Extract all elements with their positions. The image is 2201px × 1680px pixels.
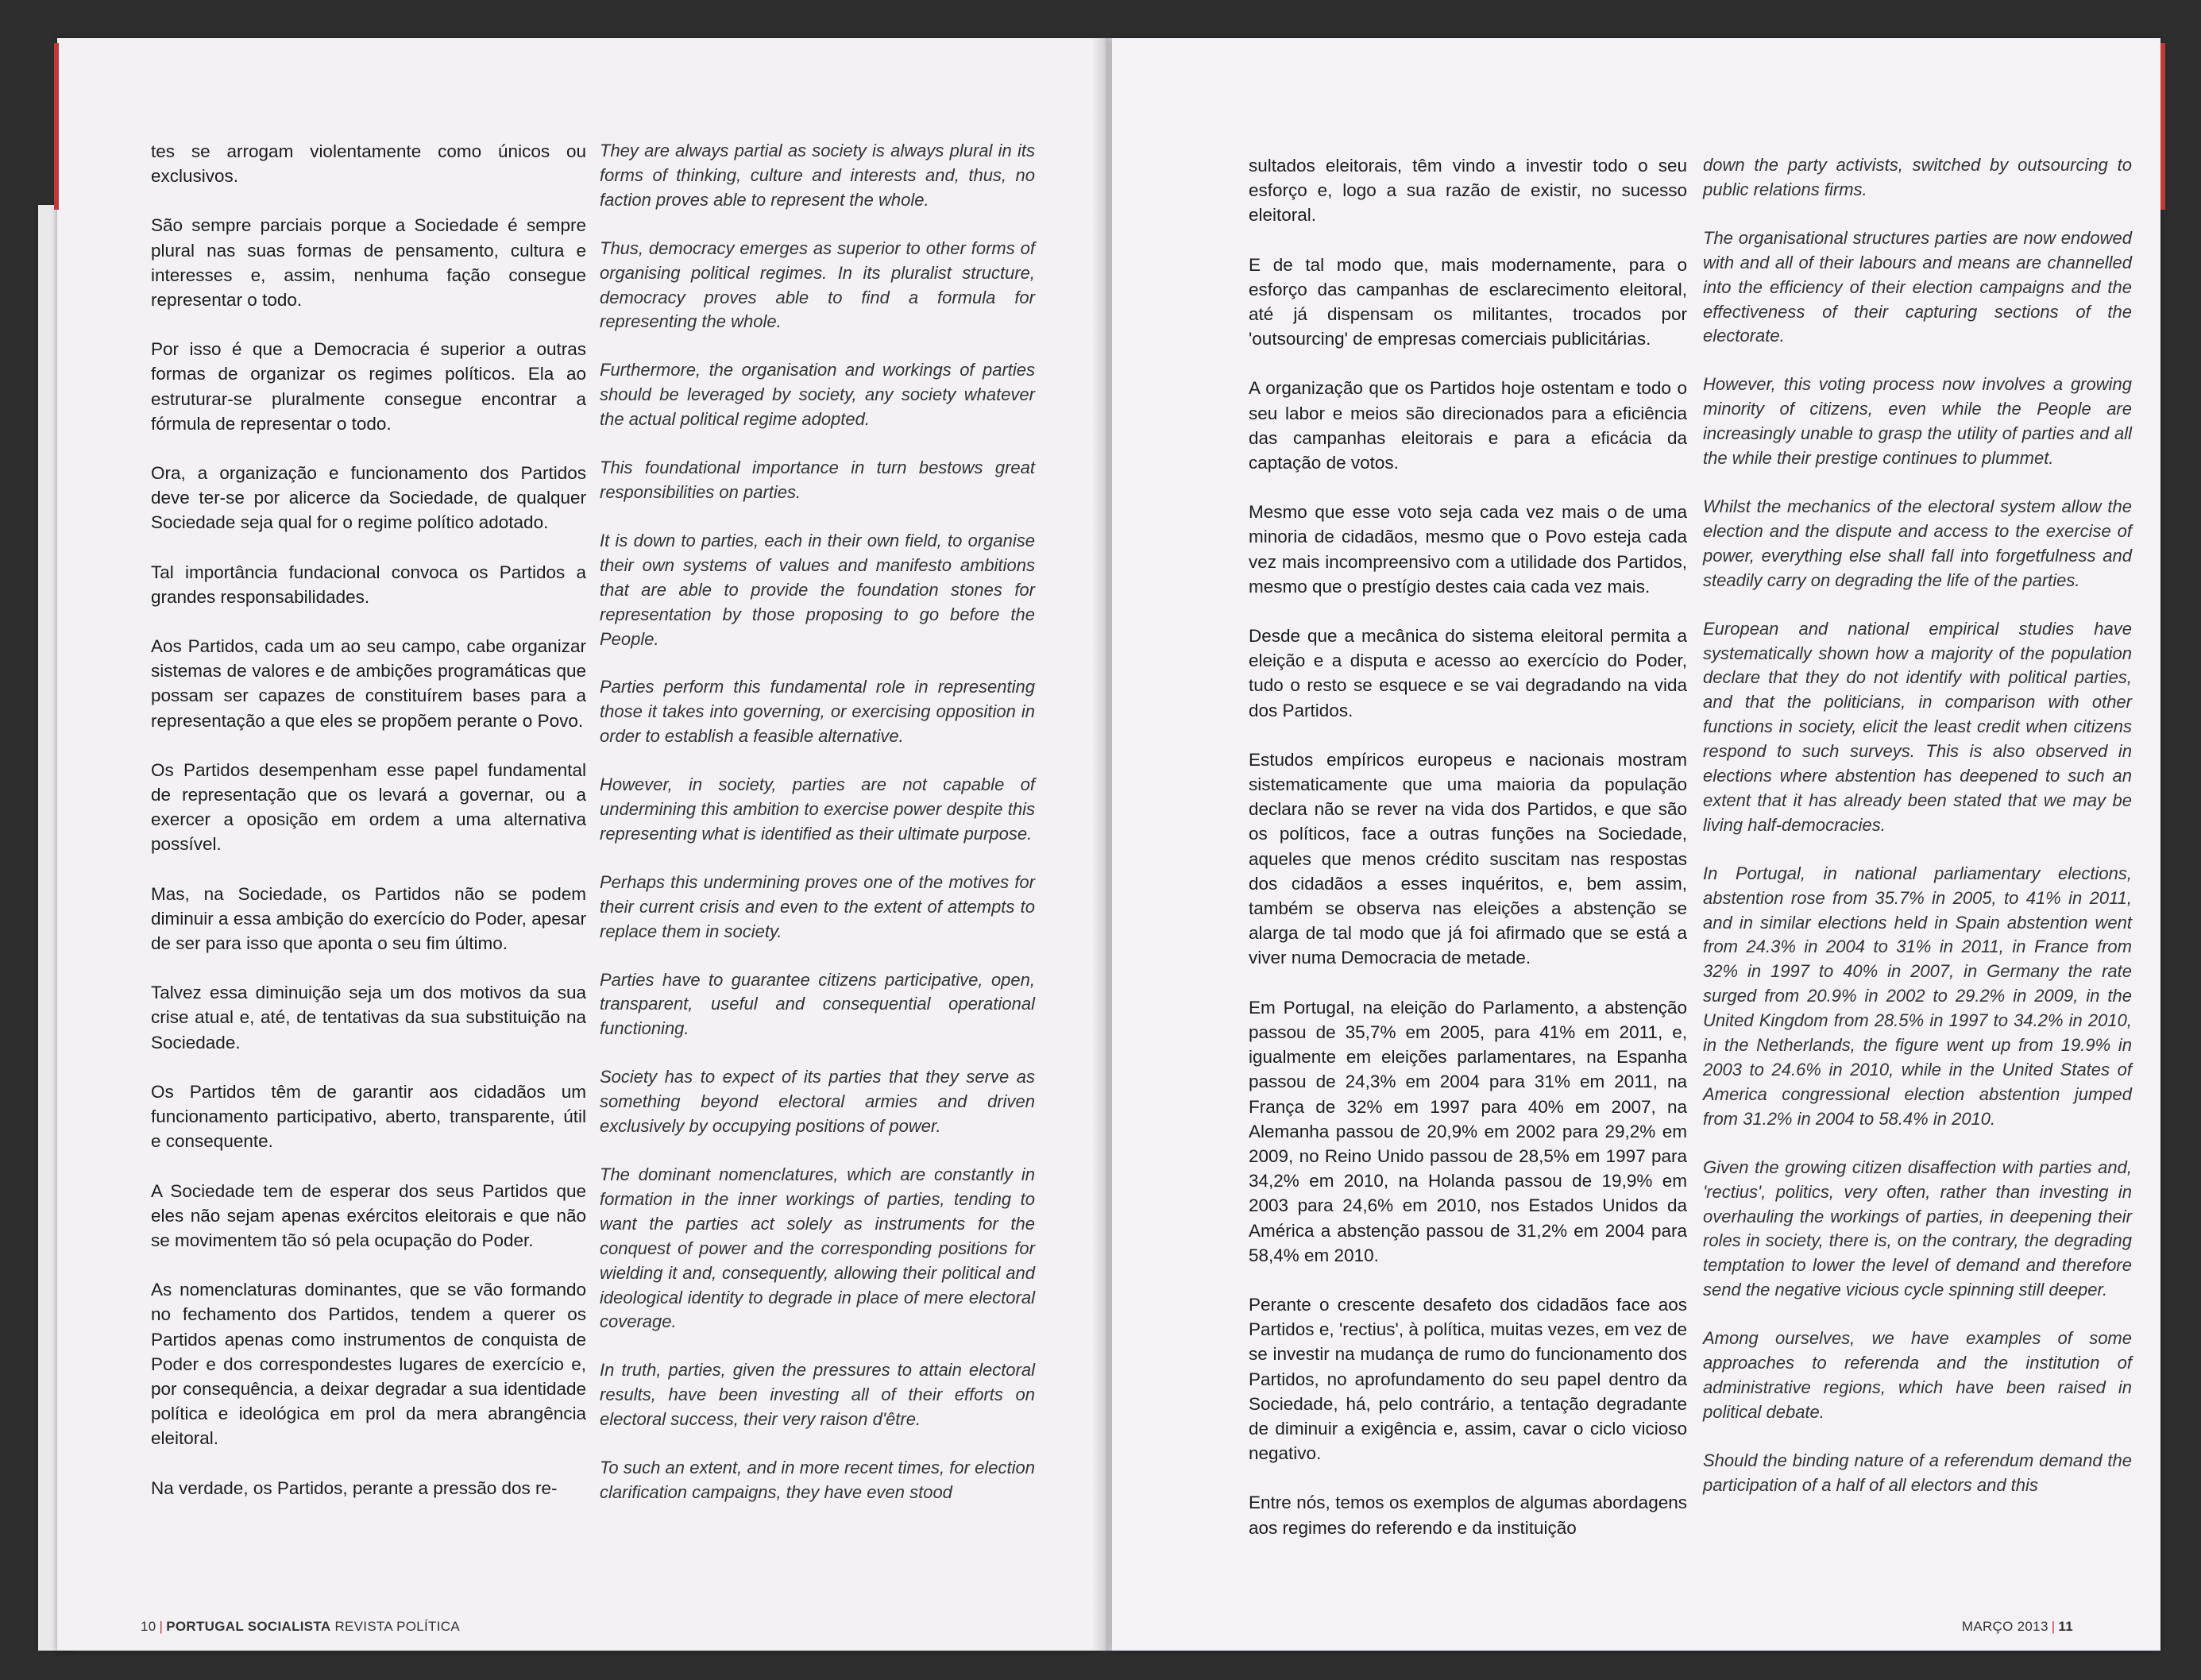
paragraph: E de tal modo que, mais modernamente, para o esforço das campanhas de esclarecimento eleitoral, até já dispensam os militantes, trocados por 'outsourcing' de empresas comerciais publicitárias.	[1249, 254, 1687, 350]
paragraph: Among ourselves, we have examples of some approaches to referenda and the institution of administrative regions, which have been raised in political debate.	[1703, 1328, 2132, 1422]
paragraph: It is down to parties, each in their own field, to organise their own systems of values and manifesto ambitions that are able to provide the foundation stones for representation by those proposing to go before the People.	[600, 530, 1035, 649]
paragraph: They are always partial as society is always plural in its forms of thinking, culture and interests and, thus, no faction proves able to represent the whole.	[600, 141, 1035, 210]
paragraph: Mesmo que esse voto seja cada vez mais o de uma minoria de cidadãos, mesmo que o Povo esteja cada vez mais incompreensivo com a utilidade dos Partidos, mesmo que o prestígio destes caia cada vez mais.	[1249, 502, 1687, 597]
paragraph: Aos Partidos, cada um ao seu campo, cabe organizar sistemas de valores e de ambições programáticas que possam ser capazes de constituírem bases para a representação a que eles se propõem perante o Povo.	[151, 636, 586, 731]
left-page	[57, 38, 1098, 1651]
paragraph: The dominant nomenclatures, which are constantly in formation in the inner workings of parties, tending to want the parties act solely as instruments for the conquest of power and the corresponding positions for wielding it and, consequently, allowing their political and ideological identity to degrade in place of mere electoral coverage.	[600, 1164, 1035, 1332]
right-page	[1112, 38, 2160, 1651]
paragraph: Ora, a organização e funcionamento dos Partidos deve ter-se por alicerce da Sociedade, de qualquer Sociedade seja qual for o regime político adotado.	[151, 463, 586, 533]
right-column-portuguese	[1249, 153, 1687, 1565]
paragraph: Thus, democracy emerges as superior to other forms of organising political regimes. In its pluralist structure, democracy proves able to find a formula for representing the whole.	[600, 238, 1035, 332]
paragraph: Os Partidos desempenham esse papel fundamental de representação que os levará a governar, ou a exercer a oposição em ordem a uma alternativa possível.	[151, 759, 586, 855]
paragraph: This foundational importance in turn bestows great responsibilities on parties.	[600, 458, 1035, 502]
paragraph: In truth, parties, given the pressures to attain electoral results, have been investing all of their efforts on electoral success, their very raison d'être.	[600, 1360, 1035, 1430]
paragraph: Tal importância fundacional convoca os Partidos a grandes responsabilidades.	[151, 562, 586, 607]
paragraph: Society has to expect of its parties that they serve as something beyond electoral armies and driven exclusively by occupying positions of power.	[600, 1067, 1035, 1137]
paragraph: Given the growing citizen disaffection with parties and, 'rectius', politics, very often, rather than investing in overhauling the workings of parties, in deepening their roles in society, there is, on the contrary, the degrading temptation to lower the level of demand and therefore send the negative vicious cycle spinning still deeper.	[1703, 1157, 2132, 1300]
paragraph: Por isso é que a Democracia é superior a outras formas de organizar os regimes políticos. Ela ao estruturar-se pluralmente consegue encontrar a fórmula de representar o todo.	[151, 339, 586, 434]
paragraph: Perante o crescente desafeto dos cidadãos face aos Partidos e, 'rectius', à política, muitas vezes, em vez de se investir na mudança de rumo do funcionamento dos Partidos, no aprofundamento do seu papel dentro da Sociedade, há, pelo contrário, a tentação degradante de diminuir a exigência e, assim, cavar o ciclo vicioso negativo.	[1249, 1294, 1687, 1464]
paragraph: Parties perform this fundamental role in representing those it takes into governing, or exercising opposition in order to establish a feasible alternative.	[600, 677, 1035, 747]
right-footer: MARÇO 2013 | 11	[1961, 1619, 2073, 1634]
publication-name: PORTUGAL SOCIALISTA	[166, 1619, 331, 1634]
section-name: REVISTA POLÍTICA	[334, 1619, 460, 1634]
paragraph: Parties have to guarantee citizens participative, open, transparent, useful and consequential operational functioning.	[600, 969, 1035, 1039]
right-column-english	[1703, 153, 2132, 1522]
paragraph: sultados eleitorais, têm vindo a investir todo o seu esforço e, logo a sua razão de existir, no sucesso eleitoral.	[1249, 156, 1687, 226]
paragraph: A organização que os Partidos hoje ostentam e todo o seu labor e meios são direcionados para a eficiência das campanhas eleitorais e para a eficácia da captação de votos.	[1249, 378, 1687, 473]
paragraph: Entre nós, temos os exemplos de algumas abordagens aos regimes do referendo e da instituição	[1249, 1493, 1687, 1538]
paragraph: Na verdade, os Partidos, perante a pressão dos re-	[151, 1477, 558, 1498]
paragraph: down the party activists, switched by outsourcing to public relations firms.	[1703, 155, 2132, 199]
paragraph: Talvez essa diminuição seja um dos motivos da sua crise atual e, até, de tentativas da sua substituição na Sociedade.	[151, 983, 586, 1052]
paragraph: Os Partidos têm de garantir aos cidadãos um funcionamento participativo, aberto, transparente, útil e consequente.	[151, 1081, 586, 1152]
paragraph: However, this voting process now involves a growing minority of citizens, even while the People are increasingly unable to grasp the utility of parties and all the while their prestige continues to plummet.	[1703, 374, 2132, 469]
issue-date: MARÇO 2013	[1961, 1619, 2048, 1634]
paragraph: tes se arrogam violentamente como únicos ou exclusivos.	[151, 141, 586, 187]
paragraph: To such an extent, and in more recent times, for election clarification campaigns, they have even stood	[600, 1458, 1035, 1502]
left-column-portuguese	[151, 139, 586, 1525]
page-number: 10	[141, 1619, 156, 1634]
paragraph: Desde que a mecânica do sistema eleitoral permita a eleição e a disputa e acesso ao exercício do Poder, tudo o resto se esquece e se vai degradando na vida dos Partidos.	[1249, 626, 1687, 720]
paragraph: São sempre parciais porque a Sociedade é sempre plural nas suas formas de pensamento, cultura e interesses e, assim, nenhuma fação consegue representar o todo.	[151, 215, 586, 311]
page-number: 11	[2058, 1619, 2073, 1634]
paragraph: In Portugal, in national parliamentary elections, abstention rose from 35.7% in 2005, to 41% in 2011, and in similar elections held in Spain abstention went from 24.3% in 2004 to 31% in 2011, in France from 32% in 1997 to 40% in 2007, in Germany the rate surged from 20.9% in 2002 to 29.2% in 2009, in the United Kingdom from 28.5% in 1997 to 34.2% in 2010, in the Netherlands, the figure went up from 19.9% in 2003 to 24.6% in 2010, while in the United States of America congressional election abstention jumped from 31.2% in 2004 to 58.4% in 2010.	[1703, 863, 2132, 1129]
paragraph: Furthermore, the organisation and workings of parties should be leveraged by society, any society whatever the actual political regime adopted.	[600, 360, 1035, 430]
paragraph: The organisational structures parties are now endowed with and all of their labours and means are channelled into the efficiency of their election campaigns and the effectiveness of their capturing sections of the electorate.	[1703, 227, 2132, 346]
paragraph: A Sociedade tem de esperar dos seus Partidos que eles não sejam apenas exércitos eleitorais e que não se movimentem tão só pela ocupação do Poder.	[151, 1180, 586, 1250]
paragraph: Mas, na Sociedade, os Partidos não se podem diminuir a essa ambição do exercício do Poder, apesar de ser para isso que aponta o seu fim último.	[151, 883, 586, 954]
left-footer: 10 | PORTUGAL SOCIALISTA REVISTA POLÍTICA	[141, 1619, 460, 1634]
paragraph: Estudos empíricos europeus e nacionais mostram sistematicamente que uma maioria da população declara não se rever na vida dos Partidos, e que são os políticos, face a outras funções na Sociedade, aqueles que menos crédito suscitam nas respostas dos cidadãos a esses inquéritos, e, bem assim, também se observa nas eleições a abstenção se alarga de tal modo que já foi afirmado que se está a viver numa Democracia de metade.	[1249, 749, 1687, 968]
page-edge-marker	[2160, 43, 2165, 210]
paragraph: Whilst the mechanics of the electoral system allow the election and the dispute and access to the exercise of power, everything else shall fall into forgetfulness and steadily carry on degrading the life of the parties.	[1703, 496, 2132, 590]
paragraph: Perhaps this undermining proves one of the motives for their current crisis and even to the extent of attempts to replace them in society.	[600, 871, 1035, 941]
paragraph: However, in society, parties are not capable of undermining this ambition to exercise power despite this representing what is identified as their ultimate purpose.	[600, 774, 1035, 844]
left-column-english	[600, 139, 1035, 1529]
paragraph: Em Portugal, na eleição do Parlamento, a abstenção passou de 35,7% em 2005, para 41% em 2011, e, igualmente em eleições parlamentares, na Espanha passou de 24,3% em 2004 para 31% em 2011, na França de 32% em 1997 para 40% em 2007, na Alemanha passou de 20,9% em 2002 para 29,2% em 2009, no Reino Unido passou de 28,5% em 1997 para 34,2% em 2010, na Holanda passou de 19,9% em 2003 para 24,6% em 2010, nos Estados Unidos da América a abstenção passou de 31,2% em 2004 para 58,4% em 2010.	[1249, 997, 1687, 1265]
paragraph: European and national empirical studies have systematically shown how a majority of the population declare that they do not identify with political parties, and that the politicians, in comparison with other functions in society, elicit the least credit when citizens respond to such surveys. This is also observed in elections where abstention has deepened to such an extent that it has already been stated that we may be living half-democracies.	[1703, 618, 2132, 835]
paragraph: As nomenclaturas dominantes, que se vão formando no fechamento dos Partidos, tendem a querer os Partidos apenas como instrumentos de conquista de Poder e dos correspondestes lugares de exercício e, por consequência, a deixar degradar a sua identidade política e ideológica em prol da mera abrangência eleitoral.	[151, 1280, 586, 1449]
page-edge-marker	[54, 43, 59, 210]
paragraph: Should the binding nature of a referendum demand the participation of a half of all electors and this	[1703, 1450, 2132, 1495]
magazine-spread	[57, 38, 2160, 1651]
